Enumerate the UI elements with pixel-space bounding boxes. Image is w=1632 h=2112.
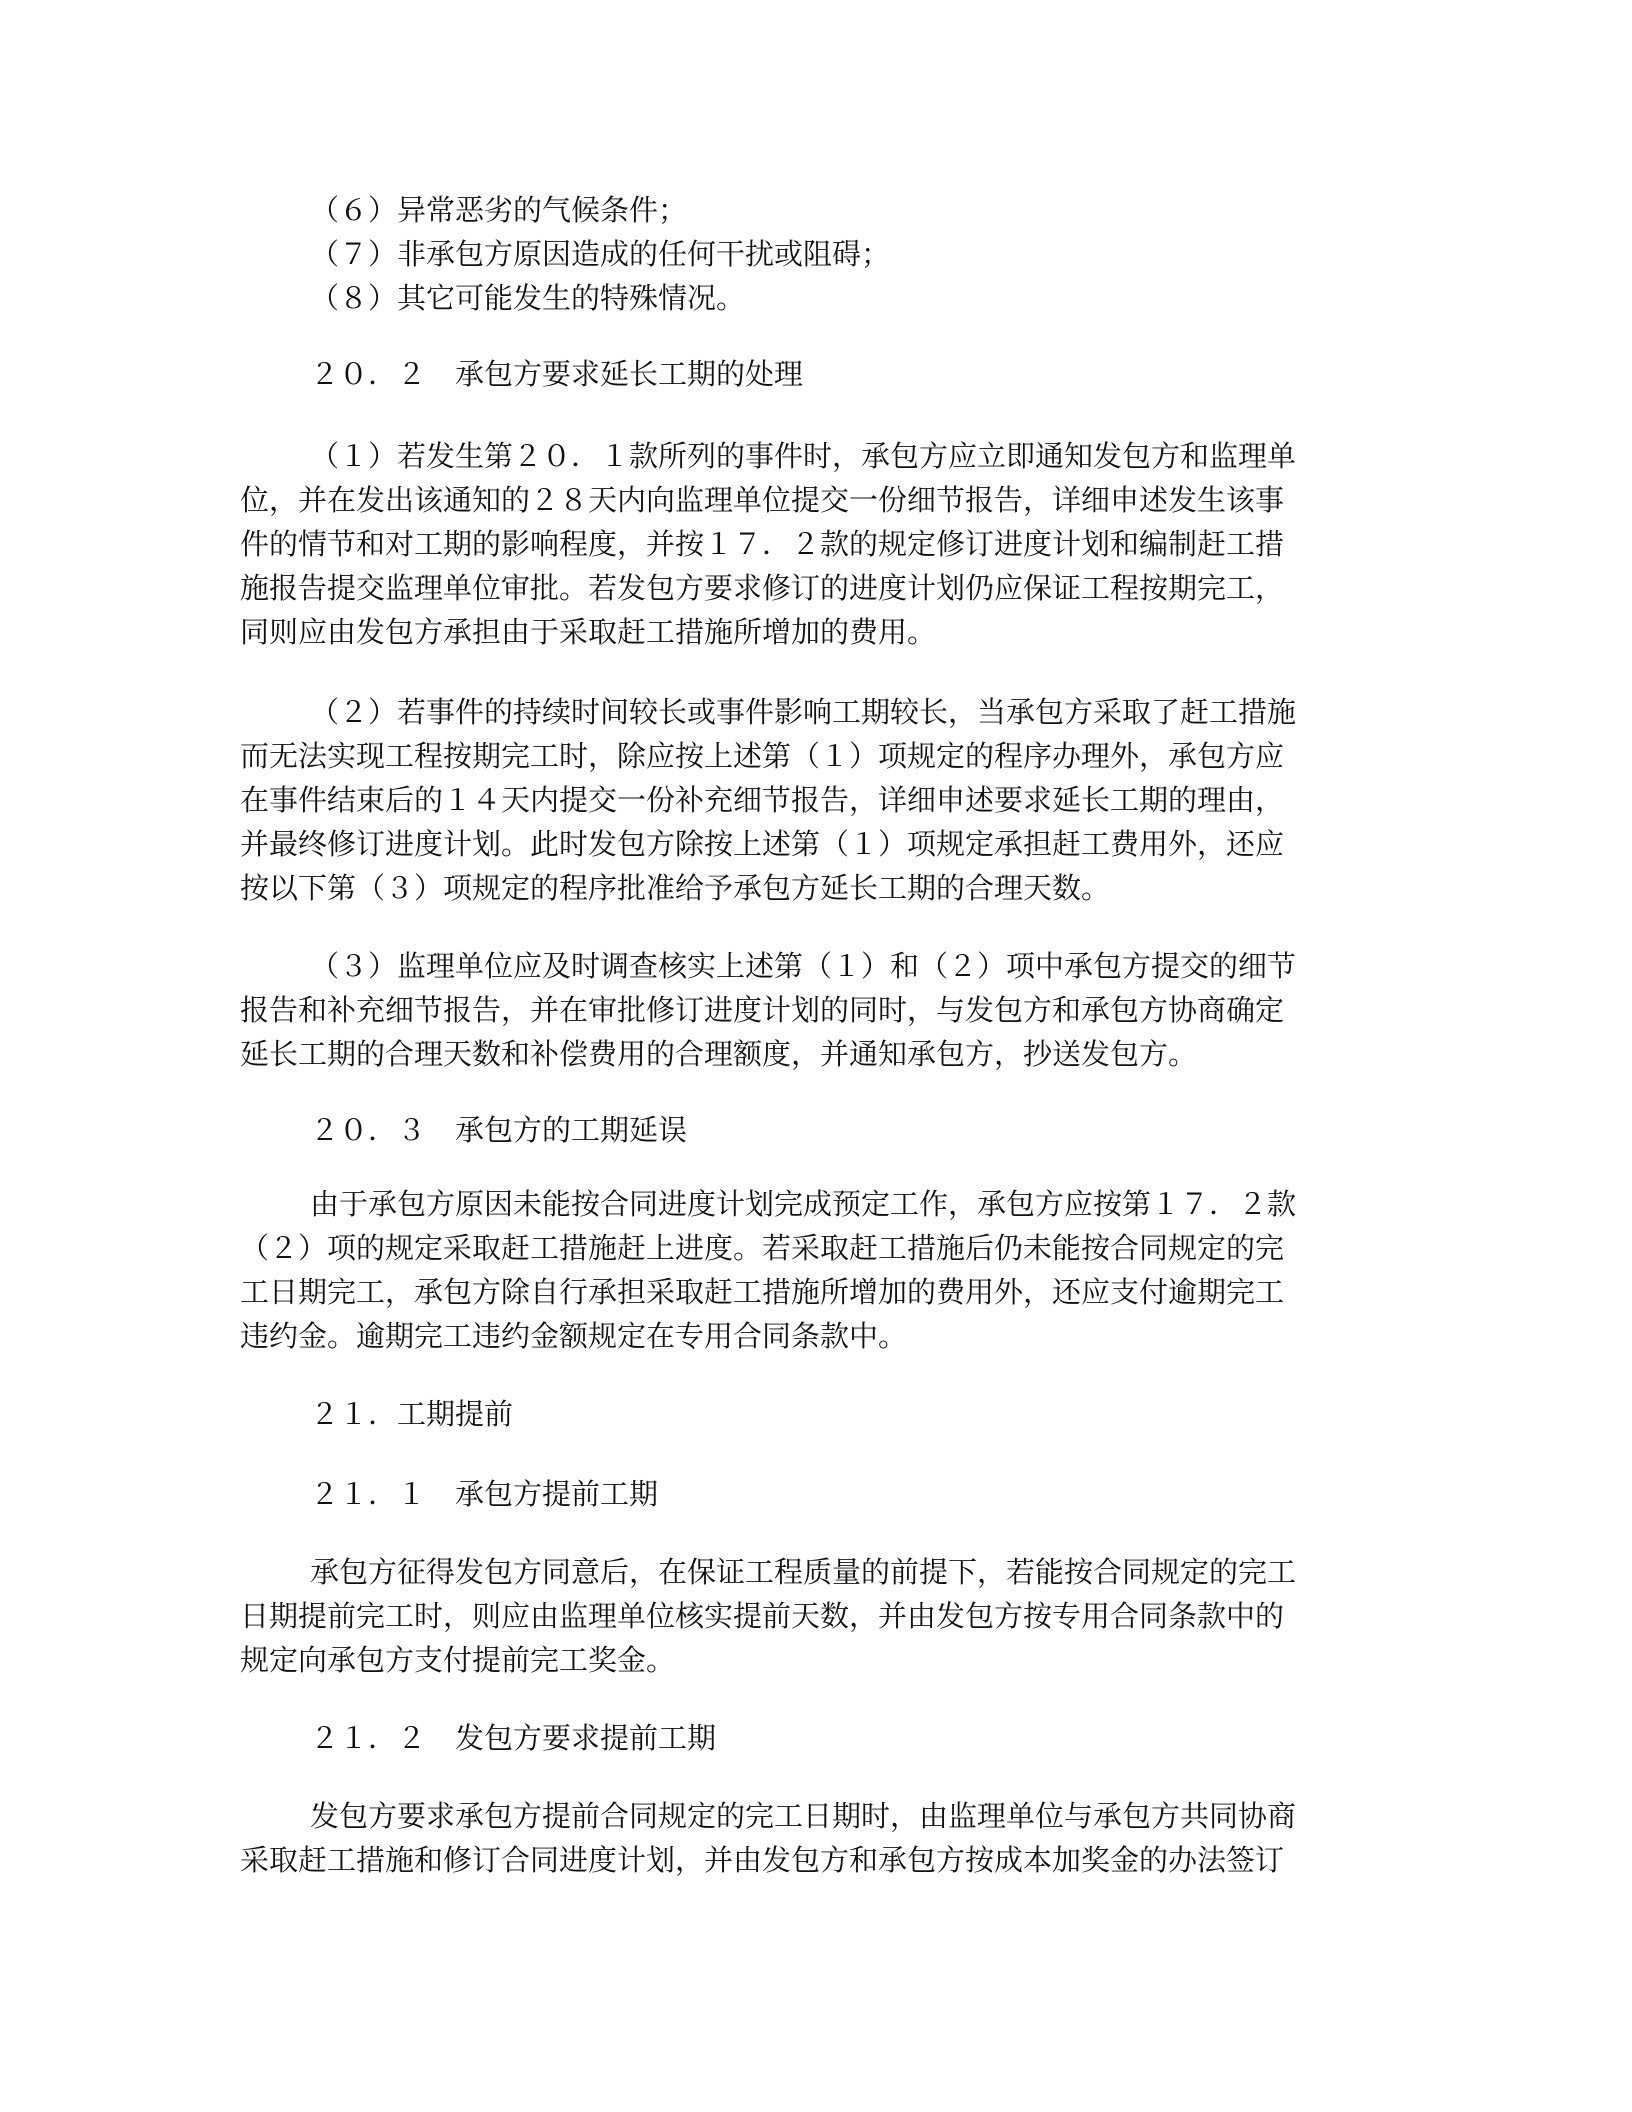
paragraph-line: （２）项的规定采取赶工措施赶上进度。若采取赶工措施后仍未能按合同规定的完 (240, 1231, 1285, 1265)
section-heading: ２０．３ 承包方的工期延误 (310, 1113, 688, 1147)
paragraph-line: 并最终修订进度计划。此时发包方除按上述第（１）项规定承担赶工费用外，还应 (240, 827, 1285, 861)
section-heading: ２１．工期提前 (310, 1397, 514, 1431)
paragraph-line: 件的情节和对工期的影响程度，并按１７．２款的规定修订进度计划和编制赶工措 (240, 527, 1285, 561)
paragraph-line: （２）若事件的持续时间较长或事件影响工期较长，当承包方采取了赶工措施 (310, 695, 1297, 729)
paragraph-line: （３）监理单位应及时调查核实上述第（１）和（２）项中承包方提交的细节 (310, 949, 1297, 983)
paragraph-line: 报告和补充细节报告，并在审批修订进度计划的同时，与发包方和承包方协商确定 (240, 993, 1285, 1027)
section-heading: ２１．１ 承包方提前工期 (310, 1477, 659, 1511)
paragraph-line: 违约金。逾期完工违约金额规定在专用合同条款中。 (240, 1319, 908, 1353)
section-heading: ２１．２ 发包方要求提前工期 (310, 1721, 717, 1755)
list-item: （７）非承包方原因造成的任何干扰或阻碍； (310, 237, 891, 271)
list-item: （８）其它可能发生的特殊情况。 (310, 281, 746, 315)
section-heading: ２０．２ 承包方要求延长工期的处理 (310, 357, 804, 391)
paragraph-line: 工日期完工，承包方除自行承担采取赶工措施所增加的费用外，还应支付逾期完工 (240, 1275, 1285, 1309)
paragraph-line: 而无法实现工程按期完工时，除应按上述第（１）项规定的程序办理外，承包方应 (240, 739, 1285, 773)
paragraph-line: 位，并在发出该通知的２８天内向监理单位提交一份细节报告，详细申述发生该事 (240, 483, 1285, 517)
paragraph-line: 按以下第（３）项规定的程序批准给予承包方延长工期的合理天数。 (240, 871, 1111, 905)
paragraph-line: 施报告提交监理单位审批。若发包方要求修订的进度计划仍应保证工程按期完工， (240, 571, 1285, 605)
paragraph-line: 承包方征得发包方同意后，在保证工程质量的前提下，若能按合同规定的完工 (310, 1555, 1297, 1589)
list-item: （６）异常恶劣的气候条件； (310, 193, 688, 227)
paragraph-line: 延长工期的合理天数和补偿费用的合理额度，并通知承包方，抄送发包方。 (240, 1037, 1198, 1071)
paragraph-line: 发包方要求承包方提前合同规定的完工日期时，由监理单位与承包方共同协商 (310, 1799, 1297, 1833)
paragraph-line: 在事件结束后的１４天内提交一份补充细节报告，详细申述要求延长工期的理由， (240, 783, 1285, 817)
paragraph-line: 规定向承包方支付提前完工奖金。 (240, 1643, 676, 1677)
paragraph-line: （１）若发生第２０．１款所列的事件时，承包方应立即通知发包方和监理单 (310, 439, 1297, 473)
paragraph-line: 日期提前完工时，则应由监理单位核实提前天数，并由发包方按专用合同条款中的 (240, 1599, 1285, 1633)
paragraph-line: 同则应由发包方承担由于采取赶工措施所增加的费用。 (240, 615, 937, 649)
paragraph-line: 由于承包方原因未能按合同进度计划完成预定工作，承包方应按第１７．２款 (310, 1187, 1297, 1221)
paragraph-line: 采取赶工措施和修订合同进度计划，并由发包方和承包方按成本加奖金的办法签订 (240, 1843, 1285, 1877)
